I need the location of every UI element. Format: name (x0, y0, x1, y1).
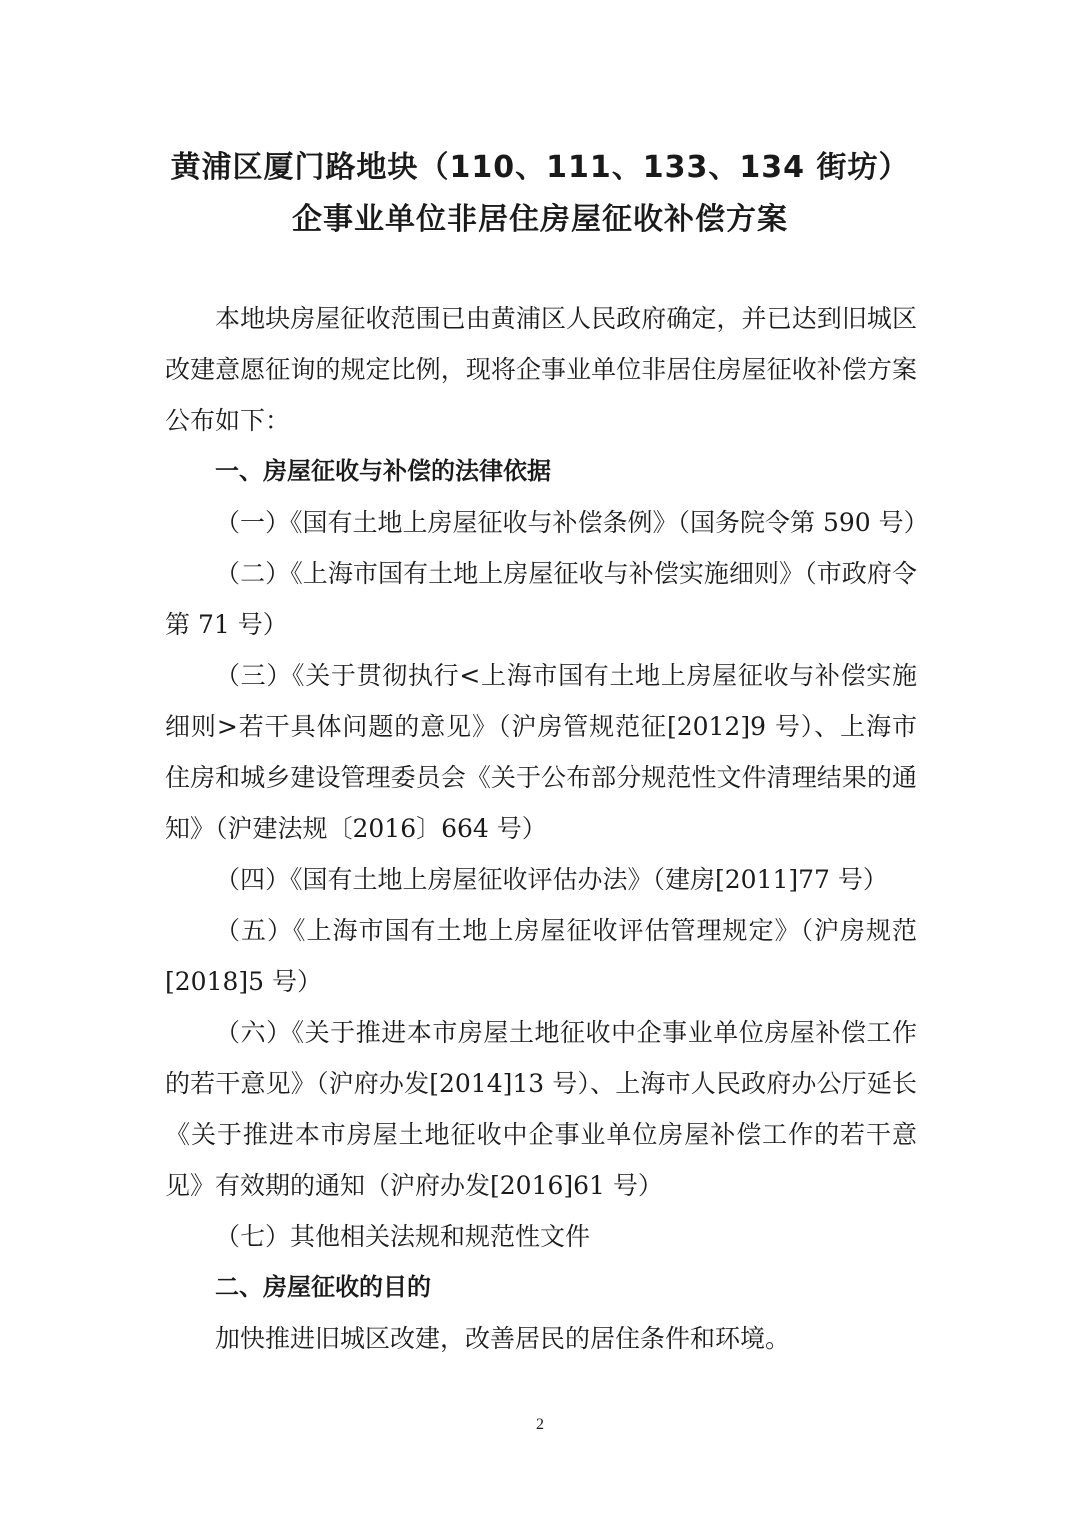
legal-basis-item-4: （四）《国有土地上房屋征收评估办法》（建房[2011]77 号） (215, 865, 888, 894)
section-heading-legal-basis: 一、房屋征收与补偿的法律依据 (215, 457, 551, 485)
legal-basis-item-1: （一）《国有土地上房屋征收与补偿条例》（国务院令第 590 号） (215, 508, 929, 537)
page-number: 2 (536, 1416, 544, 1433)
legal-basis-item-5: （五）《上海市国有土地上房屋征收评估管理规定》（沪房规范[2018]5 号） (165, 916, 917, 996)
legal-basis-item-2: （二）《上海市国有土地上房屋征收与补偿实施细则》（市政府令第 71 号） (165, 559, 917, 639)
legal-basis-item-3: （三）《关于贯彻执行<上海市国有土地上房屋征收与补偿实施细则>若干具体问题的意见》（沪房管规范征[2012]9 号）、上海市住房和城乡建设管理委员会《关于公布部分规范性文件清理结果的通知》（沪建法规〔2016〕664 号） (165, 661, 917, 843)
intro-paragraph: 本地块房屋征收范围已由黄浦区人民政府确定，并已达到旧城区改建意愿征询的规定比例，现将企事业单位非居住房屋征收补偿方案公布如下： (165, 304, 917, 435)
document-title-line1: 黄浦区厦门路地块（110、111、133、134 街坊） (170, 150, 910, 185)
purpose-paragraph: 加快推进旧城区改建，改善居民的居住条件和环境。 (215, 1324, 791, 1353)
document-title-line2: 企事业单位非居住房屋征收补偿方案 (292, 202, 788, 237)
document-body (165, 293, 929, 1364)
section-heading-purpose: 二、房屋征收的目的 (215, 1273, 431, 1301)
legal-basis-item-7: （七）其他相关法规和规范性文件 (215, 1222, 591, 1251)
legal-basis-item-6: （六）《关于推进本市房屋土地征收中企事业单位房屋补偿工作的若干意见》（沪府办发[2014]13 号）、上海市人民政府办公厅延长《关于推进本市房屋土地征收中企事业单位房屋补偿工作的若干意见》有效期的通知（沪府办发[2016]61 号） (165, 1018, 917, 1200)
